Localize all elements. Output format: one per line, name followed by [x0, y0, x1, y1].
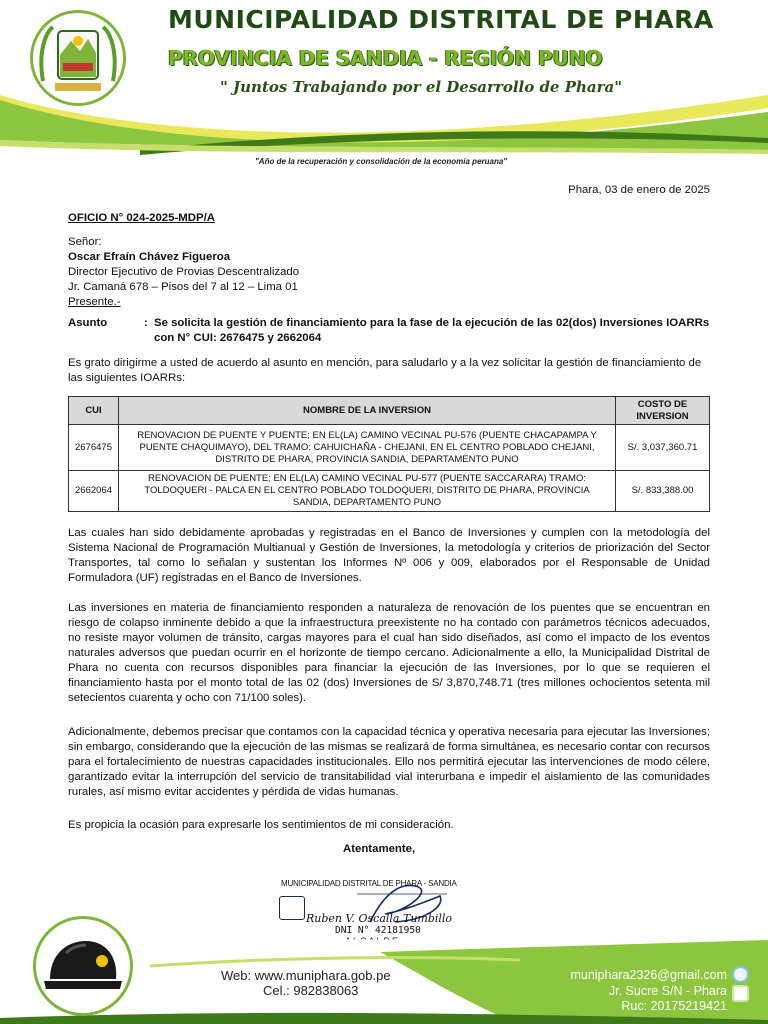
addressee-name: Oscar Efraín Chávez Figueroa — [68, 251, 231, 263]
stamp-dni: DNI N° 42181950 — [335, 925, 421, 936]
subject-text: Se solicita la gestión de financiamiento para la fase de la ejecución de las 02(dos) Inversiones IOARRs con N° CUI: 2676475 y 2662064 — [154, 317, 710, 344]
footer-email[interactable]: muniphara2326@gmail.com — [570, 968, 727, 982]
footer-ruc: Ruc: 20175219421 — [621, 999, 727, 1013]
table-row — [69, 425, 710, 471]
municipal-crest-icon — [30, 10, 126, 106]
stamp-organization: MUNICIPALIDAD DISTRITAL DE PHARA - SANDIA — [281, 879, 457, 888]
addressee-block — [68, 235, 710, 310]
footer — [0, 900, 768, 1024]
footer-icons — [732, 966, 754, 1004]
footer-contact-block — [570, 968, 727, 1015]
mining-helmet-logo-icon — [33, 916, 133, 1016]
cell-cost: S/. 833,388.00 — [616, 471, 710, 512]
oficio-number: OFICIO N° 024-2025-MDP/A — [68, 212, 215, 224]
cell-cost: S/. 3,037,360.71 — [616, 425, 710, 471]
municipality-title: MUNICIPALIDAD DISTRITAL DE PHARA — [168, 5, 714, 34]
email-icon — [732, 966, 749, 983]
home-icon — [732, 985, 749, 1002]
subject-block — [68, 316, 710, 346]
header-name: NOMBRE DE LA INVERSION — [119, 397, 616, 425]
subject-colon: : — [144, 317, 148, 329]
year-designation: "Año de la recuperación y consolidación de la economía peruana" — [255, 157, 508, 166]
header-cui: CUI — [69, 397, 119, 425]
letter-date: Phara, 03 de enero de 2025 — [568, 184, 710, 196]
paragraph-closing: Es propicia la ocasión para expresarle los sentimientos de mi consideración. — [68, 819, 454, 831]
paragraph-approval: Las cuales han sido debidamente aprobadas y registradas en el Banco de Inversiones y cumplen con la metodología del Sistema Nacional de Programación Multianual y Gestión de Inversiones, la metodología y criterios de priorización del Sector Transportes, tal como lo señalan y sustentan los Informes Nº 006 y 009, elaborados por el Responsable de Unidad Formuladora (UF) registradas en el Banco de Inversiones. — [68, 527, 710, 584]
letterhead — [0, 0, 768, 166]
footer-web-block — [221, 968, 391, 998]
stamp-signer: Ruben V. Oscalla Tumbillo — [306, 912, 453, 925]
table-row — [69, 471, 710, 512]
motto: " Juntos Trabajando por el Desarrollo de Phara" — [220, 78, 623, 96]
header-cost: COSTO DE INVERSION — [616, 397, 710, 425]
table-header-row — [69, 397, 710, 425]
intro-paragraph: Es grato dirigirme a usted de acuerdo al asunto en mención, para saludarlo y a la vez solicitar la gestión de financiamiento de las siguientes IOARRs: — [68, 357, 702, 384]
footer-address: Jr. Sucre S/N - Phara — [608, 983, 727, 998]
subject-label: Asunto — [68, 317, 108, 329]
cell-cui: 2662064 — [69, 471, 119, 512]
paragraph-financing: Las inversiones en materia de financiamiento responden a naturaleza de renovación de los puentes que se encuentran en riesgo de colapso inminente debido a que la infraestructura preexistente no ha contado con parámetros técnicos adecuados, no resiste mayor volumen de tránsito, cargas mayores para el cual han sido diseñados, así como el impacto de los eventos naturales adversos que puedan ocurrir en el horizonte de tiempo cercano. Adicionalmente a ello, la Municipalidad Distrital de Phara no cuenta con recursos disponibles para financiar la ejecución de las Inversiones, por lo que se requieren el financiamiento hasta por el monto total de las 02 (dos) Inversiones de S/ 3,870,748.71 (tres millones ochocientos setenta mil setecientos cuarenta y ocho con 71/100 soles). — [68, 602, 710, 704]
cell-name: RENOVACION DE PUENTE Y PUENTE; EN EL(LA) CAMINO VECINAL PU-576 (PUENTE CHACAPAMPA Y PUENTE CHAQUIMAYO), DEL TRAMO: CAHUICHAÑA - CHEJANI, EN EL CENTRO POBLADO CHEJANI, DISTRITO DE PHARA, PROVINCIA SANDIA, DEPARTAMENTO PUNO — [119, 425, 616, 471]
investments-table — [68, 396, 710, 512]
province-subtitle: PROVINCIA DE SANDIA - REGIÓN PUNO — [168, 46, 603, 70]
footer-phone: Cel.: 982838063 — [263, 983, 359, 998]
addressee-role: Director Ejecutivo de Provias Descentralizado — [68, 266, 300, 278]
paragraph-capacity: Adicionalmente, debemos precisar que contamos con la capacidad técnica y operativa necesaria para ejecutar las Inversiones; sin embargo, considerando que la ejecución de las mismas se realizará de forma simultánea, es necesario contar con recursos para el fortalecimiento de nuestras capacidades institucionales. Ello nos permitirá ejecutar las intervenciones de modo célere, garantizado evitar la interrupción del servicio de transitabilidad vial interurbana e impedir el aislamiento de las comunidades rurales, así mismo evitar accidentes y pérdida de vidas humanas. — [68, 726, 710, 798]
cell-cui: 2676475 — [69, 425, 119, 471]
salutation: Señor: — [68, 236, 102, 248]
presente: Presente.- — [68, 296, 121, 308]
footer-website[interactable]: Web: www.muniphara.gob.pe — [221, 968, 391, 983]
addressee-address: Jr. Camaná 678 – Pisos del 7 al 12 – Lima 01 — [68, 281, 298, 293]
closing-salutation: Atentamente, — [343, 843, 416, 855]
cell-name: RENOVACION DE PUENTE; EN EL(LA) CAMINO VECINAL PU-577 (PUENTE SACCARARA) TRAMO: TOLDOQUERI - PALCA EN EL CENTRO POBLADO TOLDOQUERI, DISTRITO DE PHARA, PROVINCIA SANDIA, DEPARTAMENTO PUNO — [119, 471, 616, 512]
